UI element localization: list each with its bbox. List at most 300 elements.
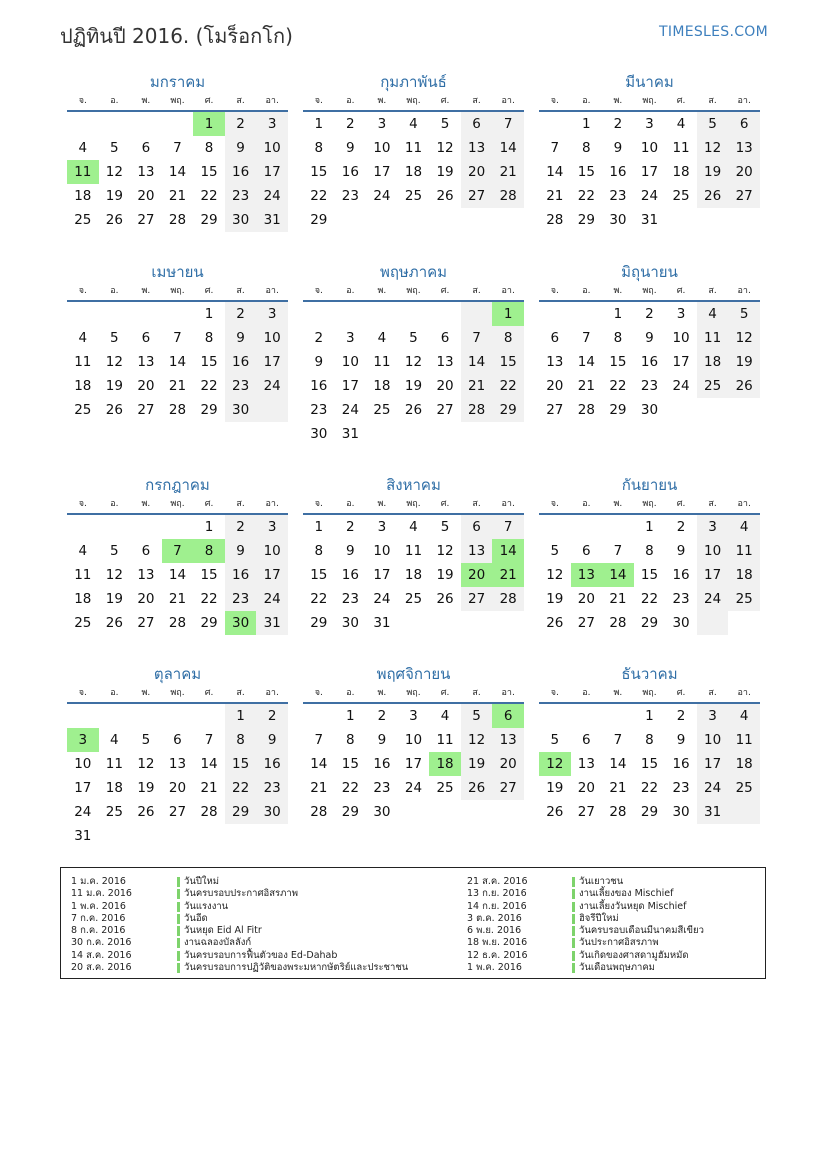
day-cell: 28	[310, 804, 328, 820]
day-cell: 30	[609, 212, 627, 228]
empty-cell	[728, 208, 760, 232]
day-cell: 28	[200, 804, 218, 820]
month-name: กันยายน	[621, 476, 678, 494]
day-cell: 24	[697, 587, 729, 611]
day-cell: 10	[256, 539, 288, 563]
empty-cell	[99, 704, 131, 728]
page-title: ปฏิทินปี 2016. (โมร็อกโก)	[60, 24, 293, 48]
weekday-label: อ.	[582, 688, 591, 698]
weekday-label: อ.	[582, 96, 591, 106]
day-cell: 24	[404, 780, 423, 796]
day-cell: 5	[461, 704, 493, 728]
day-cell: 18	[429, 752, 461, 776]
day-cell: 22	[310, 188, 328, 204]
week-row	[303, 563, 524, 587]
day-cell: 10	[74, 756, 92, 772]
day-cell: 4	[409, 519, 418, 535]
week-row	[67, 539, 288, 563]
holiday-marker	[177, 938, 180, 948]
day-cell: 23	[640, 378, 659, 394]
day-cell: 10	[404, 732, 423, 748]
day-cell: 23	[225, 374, 257, 398]
day-cell: 2	[346, 116, 355, 132]
day-cell: 17	[341, 378, 359, 394]
month-name: ตุลาคม	[153, 665, 202, 683]
day-cell: 9	[676, 543, 686, 559]
week-row	[539, 539, 760, 563]
day-cell: 8	[204, 140, 214, 156]
day-cell: 21	[200, 780, 218, 796]
day-cell: 29	[310, 615, 328, 631]
empty-cell	[256, 398, 288, 422]
week-row	[539, 752, 760, 776]
weekday-label: อ.	[110, 499, 119, 509]
day-cell: 2	[645, 306, 654, 322]
empty-cell	[130, 704, 162, 728]
day-cell: 17	[256, 160, 288, 184]
day-cell: 20	[436, 378, 454, 394]
day-cell: 7	[492, 112, 524, 136]
day-cell: 30	[341, 615, 359, 631]
day-cell: 3	[346, 330, 355, 346]
day-cell: 7	[550, 140, 560, 156]
week-row	[303, 515, 524, 539]
day-cell: 5	[697, 112, 729, 136]
empty-cell	[461, 611, 493, 635]
day-cell: 7	[613, 543, 623, 559]
day-cell: 20	[577, 780, 595, 796]
day-cell: 4	[728, 515, 760, 539]
week-row	[67, 184, 288, 208]
day-cell: 23	[225, 587, 257, 611]
weekday-label: อา.	[265, 286, 279, 296]
day-cell: 29	[609, 402, 627, 418]
day-cell: 3	[645, 116, 654, 132]
weekday-label: พฤ.	[642, 499, 657, 509]
day-cell: 3	[676, 306, 686, 322]
day-cell: 27	[577, 615, 595, 631]
day-cell: 4	[78, 140, 88, 156]
day-cell: 16	[225, 350, 257, 374]
day-cell: 26	[436, 188, 454, 204]
weekday-label: อา.	[737, 688, 751, 698]
holiday-list	[60, 867, 766, 979]
weekday-label: ส.	[236, 96, 245, 106]
day-cell: 19	[105, 591, 123, 607]
day-cell: 10	[640, 140, 659, 156]
weekday-label: พฤ.	[170, 688, 185, 698]
weekday-label: อา.	[501, 499, 515, 509]
day-cell: 2	[256, 704, 288, 728]
month-name: กุมภาพันธ์	[380, 73, 447, 91]
day-cell: 30	[225, 398, 257, 422]
day-cell: 22	[640, 591, 659, 607]
day-cell: 10	[341, 354, 359, 370]
empty-cell	[571, 515, 603, 539]
day-cell: 22	[225, 776, 257, 800]
day-cell: 2	[676, 708, 686, 724]
day-cell: 1	[204, 519, 214, 535]
holiday-date: 21 ส.ค. 2016	[467, 876, 528, 887]
day-cell: 27	[137, 615, 155, 631]
day-cell: 5	[440, 519, 450, 535]
day-cell: 27	[728, 184, 760, 208]
day-cell: 4	[697, 302, 729, 326]
day-cell: 24	[256, 587, 288, 611]
holiday-name: วันหยุด Eid Al Fitr	[184, 925, 262, 937]
week-row	[303, 704, 524, 728]
day-cell: 22	[492, 374, 524, 398]
day-cell: 30	[640, 402, 659, 418]
empty-cell	[398, 611, 430, 635]
day-cell: 22	[200, 188, 218, 204]
weekday-label: ส.	[708, 286, 717, 296]
day-cell: 8	[193, 539, 225, 563]
empty-cell	[303, 704, 335, 728]
day-cell: 4	[440, 708, 450, 724]
month-calendar	[67, 473, 288, 635]
holiday-name: ฮิจรีปีใหม่	[579, 912, 619, 924]
empty-cell	[728, 611, 760, 635]
day-cell: 9	[346, 140, 355, 156]
empty-cell	[67, 302, 99, 326]
day-cell: 1	[314, 116, 324, 132]
month-calendar	[539, 70, 760, 232]
day-cell: 3	[697, 515, 729, 539]
week-row	[539, 776, 760, 800]
empty-cell	[539, 302, 571, 326]
holiday-name: งานฉลองบัลลังก์	[184, 937, 252, 949]
day-cell: 15	[640, 567, 659, 583]
week-row	[67, 752, 288, 776]
empty-cell	[162, 302, 194, 326]
day-cell: 18	[404, 567, 423, 583]
empty-cell	[571, 302, 603, 326]
day-cell: 13	[546, 354, 564, 370]
empty-cell	[67, 704, 99, 728]
day-cell: 1	[582, 116, 591, 132]
weekday-label: พฤ.	[642, 96, 657, 106]
weekday-label: ศ.	[204, 286, 214, 296]
day-cell: 25	[373, 402, 391, 418]
day-cell: 6	[582, 732, 591, 748]
weekday-header	[303, 497, 524, 515]
month-calendar	[67, 70, 288, 232]
holiday-marker	[177, 951, 180, 961]
empty-cell	[130, 112, 162, 136]
weekday-label: อา.	[737, 499, 751, 509]
empty-cell	[697, 611, 729, 635]
day-cell: 7	[613, 732, 623, 748]
holiday-marker	[177, 926, 180, 936]
weekday-label: พ.	[377, 96, 387, 106]
day-cell: 22	[310, 591, 328, 607]
weekday-label: ศ.	[676, 96, 686, 106]
week-row	[303, 184, 524, 208]
week-row	[539, 800, 760, 824]
week-row	[303, 752, 524, 776]
weekday-label: จ.	[78, 688, 87, 698]
day-cell: 8	[613, 330, 623, 346]
day-cell: 1	[492, 302, 524, 326]
weekday-label: อ.	[346, 688, 355, 698]
day-cell: 3	[409, 708, 418, 724]
day-cell: 16	[672, 756, 690, 772]
week-row	[303, 208, 524, 232]
empty-cell	[429, 611, 461, 635]
week-row	[539, 136, 760, 160]
day-cell: 3	[377, 519, 387, 535]
holiday-marker	[177, 889, 180, 899]
day-cell: 13	[137, 354, 155, 370]
day-cell: 14	[168, 164, 187, 180]
holiday-date: 20 ส.ค. 2016	[71, 962, 132, 974]
day-cell: 25	[436, 780, 454, 796]
month-calendar	[303, 70, 524, 232]
day-cell: 21	[609, 591, 627, 607]
weekday-label: ส.	[236, 499, 245, 509]
day-cell: 31	[640, 212, 659, 228]
day-cell: 13	[571, 563, 603, 587]
empty-cell	[697, 208, 729, 232]
day-cell: 5	[440, 116, 450, 132]
day-cell: 15	[200, 164, 218, 180]
weekday-label: จ.	[314, 499, 323, 509]
day-cell: 5	[110, 330, 119, 346]
day-cell: 19	[461, 752, 493, 776]
day-cell: 30	[672, 804, 690, 820]
weekday-label: ศ.	[676, 499, 686, 509]
weekday-label: อ.	[346, 96, 355, 106]
day-cell: 7	[461, 326, 493, 350]
week-row	[303, 728, 524, 752]
day-cell: 13	[461, 136, 493, 160]
weekday-label: ส.	[708, 499, 717, 509]
brand-link[interactable]: TIMESLES.COM	[659, 24, 768, 40]
week-row	[67, 704, 288, 728]
day-cell: 1	[225, 704, 257, 728]
weekday-label: อ.	[110, 286, 119, 296]
day-cell: 10	[373, 140, 391, 156]
day-cell: 13	[492, 728, 524, 752]
empty-cell	[193, 824, 225, 848]
holiday-date: 30 ก.ค. 2016	[71, 937, 132, 949]
month-name: ธันวาคม	[621, 665, 678, 683]
day-cell: 18	[697, 350, 729, 374]
day-cell: 28	[168, 402, 187, 418]
week-row	[67, 160, 288, 184]
week-row	[539, 184, 760, 208]
day-cell: 30	[672, 615, 690, 631]
week-row	[539, 704, 760, 728]
day-cell: 24	[341, 402, 359, 418]
day-cell: 16	[225, 563, 257, 587]
day-cell: 16	[373, 756, 391, 772]
day-cell: 6	[728, 112, 760, 136]
weekday-label: พฤ.	[406, 286, 421, 296]
day-cell: 6	[550, 330, 560, 346]
day-cell: 18	[105, 780, 123, 796]
day-cell: 17	[672, 354, 690, 370]
holiday-marker	[572, 902, 575, 912]
empty-cell	[429, 302, 461, 326]
day-cell: 2	[314, 330, 324, 346]
day-cell: 4	[110, 732, 119, 748]
day-cell: 23	[672, 780, 690, 796]
day-cell: 12	[539, 752, 571, 776]
day-cell: 21	[310, 780, 328, 796]
weekday-label: ส.	[472, 688, 481, 698]
day-cell: 19	[137, 780, 155, 796]
empty-cell	[398, 208, 430, 232]
day-cell: 19	[546, 780, 564, 796]
day-cell: 15	[310, 164, 328, 180]
day-cell: 12	[105, 354, 123, 370]
week-row	[539, 160, 760, 184]
week-row	[539, 350, 760, 374]
day-cell: 25	[105, 804, 123, 820]
week-row	[539, 563, 760, 587]
empty-cell	[461, 302, 493, 326]
day-cell: 21	[492, 563, 524, 587]
empty-cell	[665, 398, 697, 422]
day-cell: 26	[105, 615, 123, 631]
day-cell: 26	[105, 212, 123, 228]
day-cell: 20	[137, 378, 155, 394]
day-cell: 5	[110, 543, 119, 559]
week-row	[67, 563, 288, 587]
day-cell: 24	[640, 188, 659, 204]
week-row	[67, 302, 288, 326]
day-cell: 10	[672, 330, 690, 346]
weekday-label: ส.	[472, 286, 481, 296]
day-cell: 23	[609, 188, 627, 204]
day-cell: 16	[640, 354, 659, 370]
weekday-label: อา.	[265, 499, 279, 509]
weekday-header	[67, 284, 288, 302]
day-cell: 9	[377, 732, 387, 748]
day-cell: 28	[546, 212, 564, 228]
day-cell: 29	[640, 615, 659, 631]
week-row	[67, 398, 288, 422]
month-name: พฤศจิกายน	[376, 665, 451, 683]
empty-cell	[571, 704, 603, 728]
holiday-marker	[572, 877, 575, 887]
week-row	[303, 422, 524, 446]
day-cell: 19	[436, 164, 454, 180]
day-cell: 6	[141, 543, 151, 559]
holiday-name: วันเกิดของศาสดามูฮัมหมัด	[579, 949, 689, 961]
empty-cell	[539, 704, 571, 728]
weekday-label: อ.	[346, 286, 355, 296]
day-cell: 9	[645, 330, 654, 346]
day-cell: 27	[137, 212, 155, 228]
holiday-name: วันครบรอบประกาศอิสรภาพ	[184, 888, 298, 900]
day-cell: 22	[640, 780, 659, 796]
month-name: กรกฎาคม	[145, 476, 210, 494]
week-row	[303, 326, 524, 350]
day-cell: 14	[168, 567, 187, 583]
day-cell: 14	[200, 756, 218, 772]
weekday-label: อา.	[265, 688, 279, 698]
day-cell: 16	[225, 160, 257, 184]
day-cell: 1	[204, 306, 214, 322]
empty-cell	[99, 112, 131, 136]
month-name: มีนาคม	[625, 73, 674, 91]
day-cell: 25	[74, 212, 92, 228]
day-cell: 3	[697, 704, 729, 728]
day-cell: 21	[168, 378, 187, 394]
day-cell: 18	[672, 164, 690, 180]
day-cell: 26	[461, 776, 493, 800]
week-row	[539, 611, 760, 635]
day-cell: 3	[256, 302, 288, 326]
day-cell: 27	[546, 402, 564, 418]
weekday-label: อา.	[737, 96, 751, 106]
day-cell: 8	[204, 330, 214, 346]
day-cell: 1	[645, 708, 654, 724]
day-cell: 28	[577, 402, 595, 418]
weekday-label: อ.	[582, 286, 591, 296]
day-cell: 12	[105, 164, 123, 180]
day-cell: 9	[613, 140, 623, 156]
day-cell: 7	[582, 330, 591, 346]
week-row	[67, 112, 288, 136]
weekday-label: พฤ.	[170, 96, 185, 106]
week-row	[539, 515, 760, 539]
day-cell: 12	[137, 756, 155, 772]
day-cell: 14	[310, 756, 328, 772]
month-name: พฤษภาคม	[379, 263, 448, 281]
day-cell: 25	[697, 374, 729, 398]
weekday-label: จ.	[78, 96, 87, 106]
week-row	[67, 136, 288, 160]
day-cell: 25	[74, 402, 92, 418]
weekday-label: ศ.	[440, 96, 450, 106]
day-cell: 6	[461, 515, 493, 539]
weekday-label: จ.	[550, 96, 559, 106]
day-cell: 26	[697, 184, 729, 208]
day-cell: 29	[492, 398, 524, 422]
empty-cell	[162, 704, 194, 728]
day-cell: 15	[341, 756, 359, 772]
week-row	[303, 374, 524, 398]
week-row	[539, 302, 760, 326]
weekday-label: อ.	[582, 499, 591, 509]
day-cell: 13	[461, 539, 493, 563]
day-cell: 5	[110, 140, 119, 156]
day-cell: 31	[74, 828, 92, 844]
holiday-marker	[572, 963, 575, 973]
day-cell: 20	[137, 188, 155, 204]
day-cell: 24	[74, 804, 92, 820]
day-cell: 21	[492, 160, 524, 184]
weekday-header	[303, 284, 524, 302]
day-cell: 13	[168, 756, 187, 772]
day-cell: 18	[728, 563, 760, 587]
holiday-name: วันประกาศอิสรภาพ	[579, 937, 659, 949]
month-name: มกราคม	[149, 73, 206, 91]
empty-cell	[130, 824, 162, 848]
empty-cell	[162, 515, 194, 539]
weekday-header	[539, 94, 760, 112]
week-row	[67, 611, 288, 635]
holiday-marker	[572, 914, 575, 924]
day-cell: 11	[404, 543, 423, 559]
weekday-label: ศ.	[676, 286, 686, 296]
day-cell: 17	[373, 164, 391, 180]
day-cell: 17	[404, 756, 423, 772]
